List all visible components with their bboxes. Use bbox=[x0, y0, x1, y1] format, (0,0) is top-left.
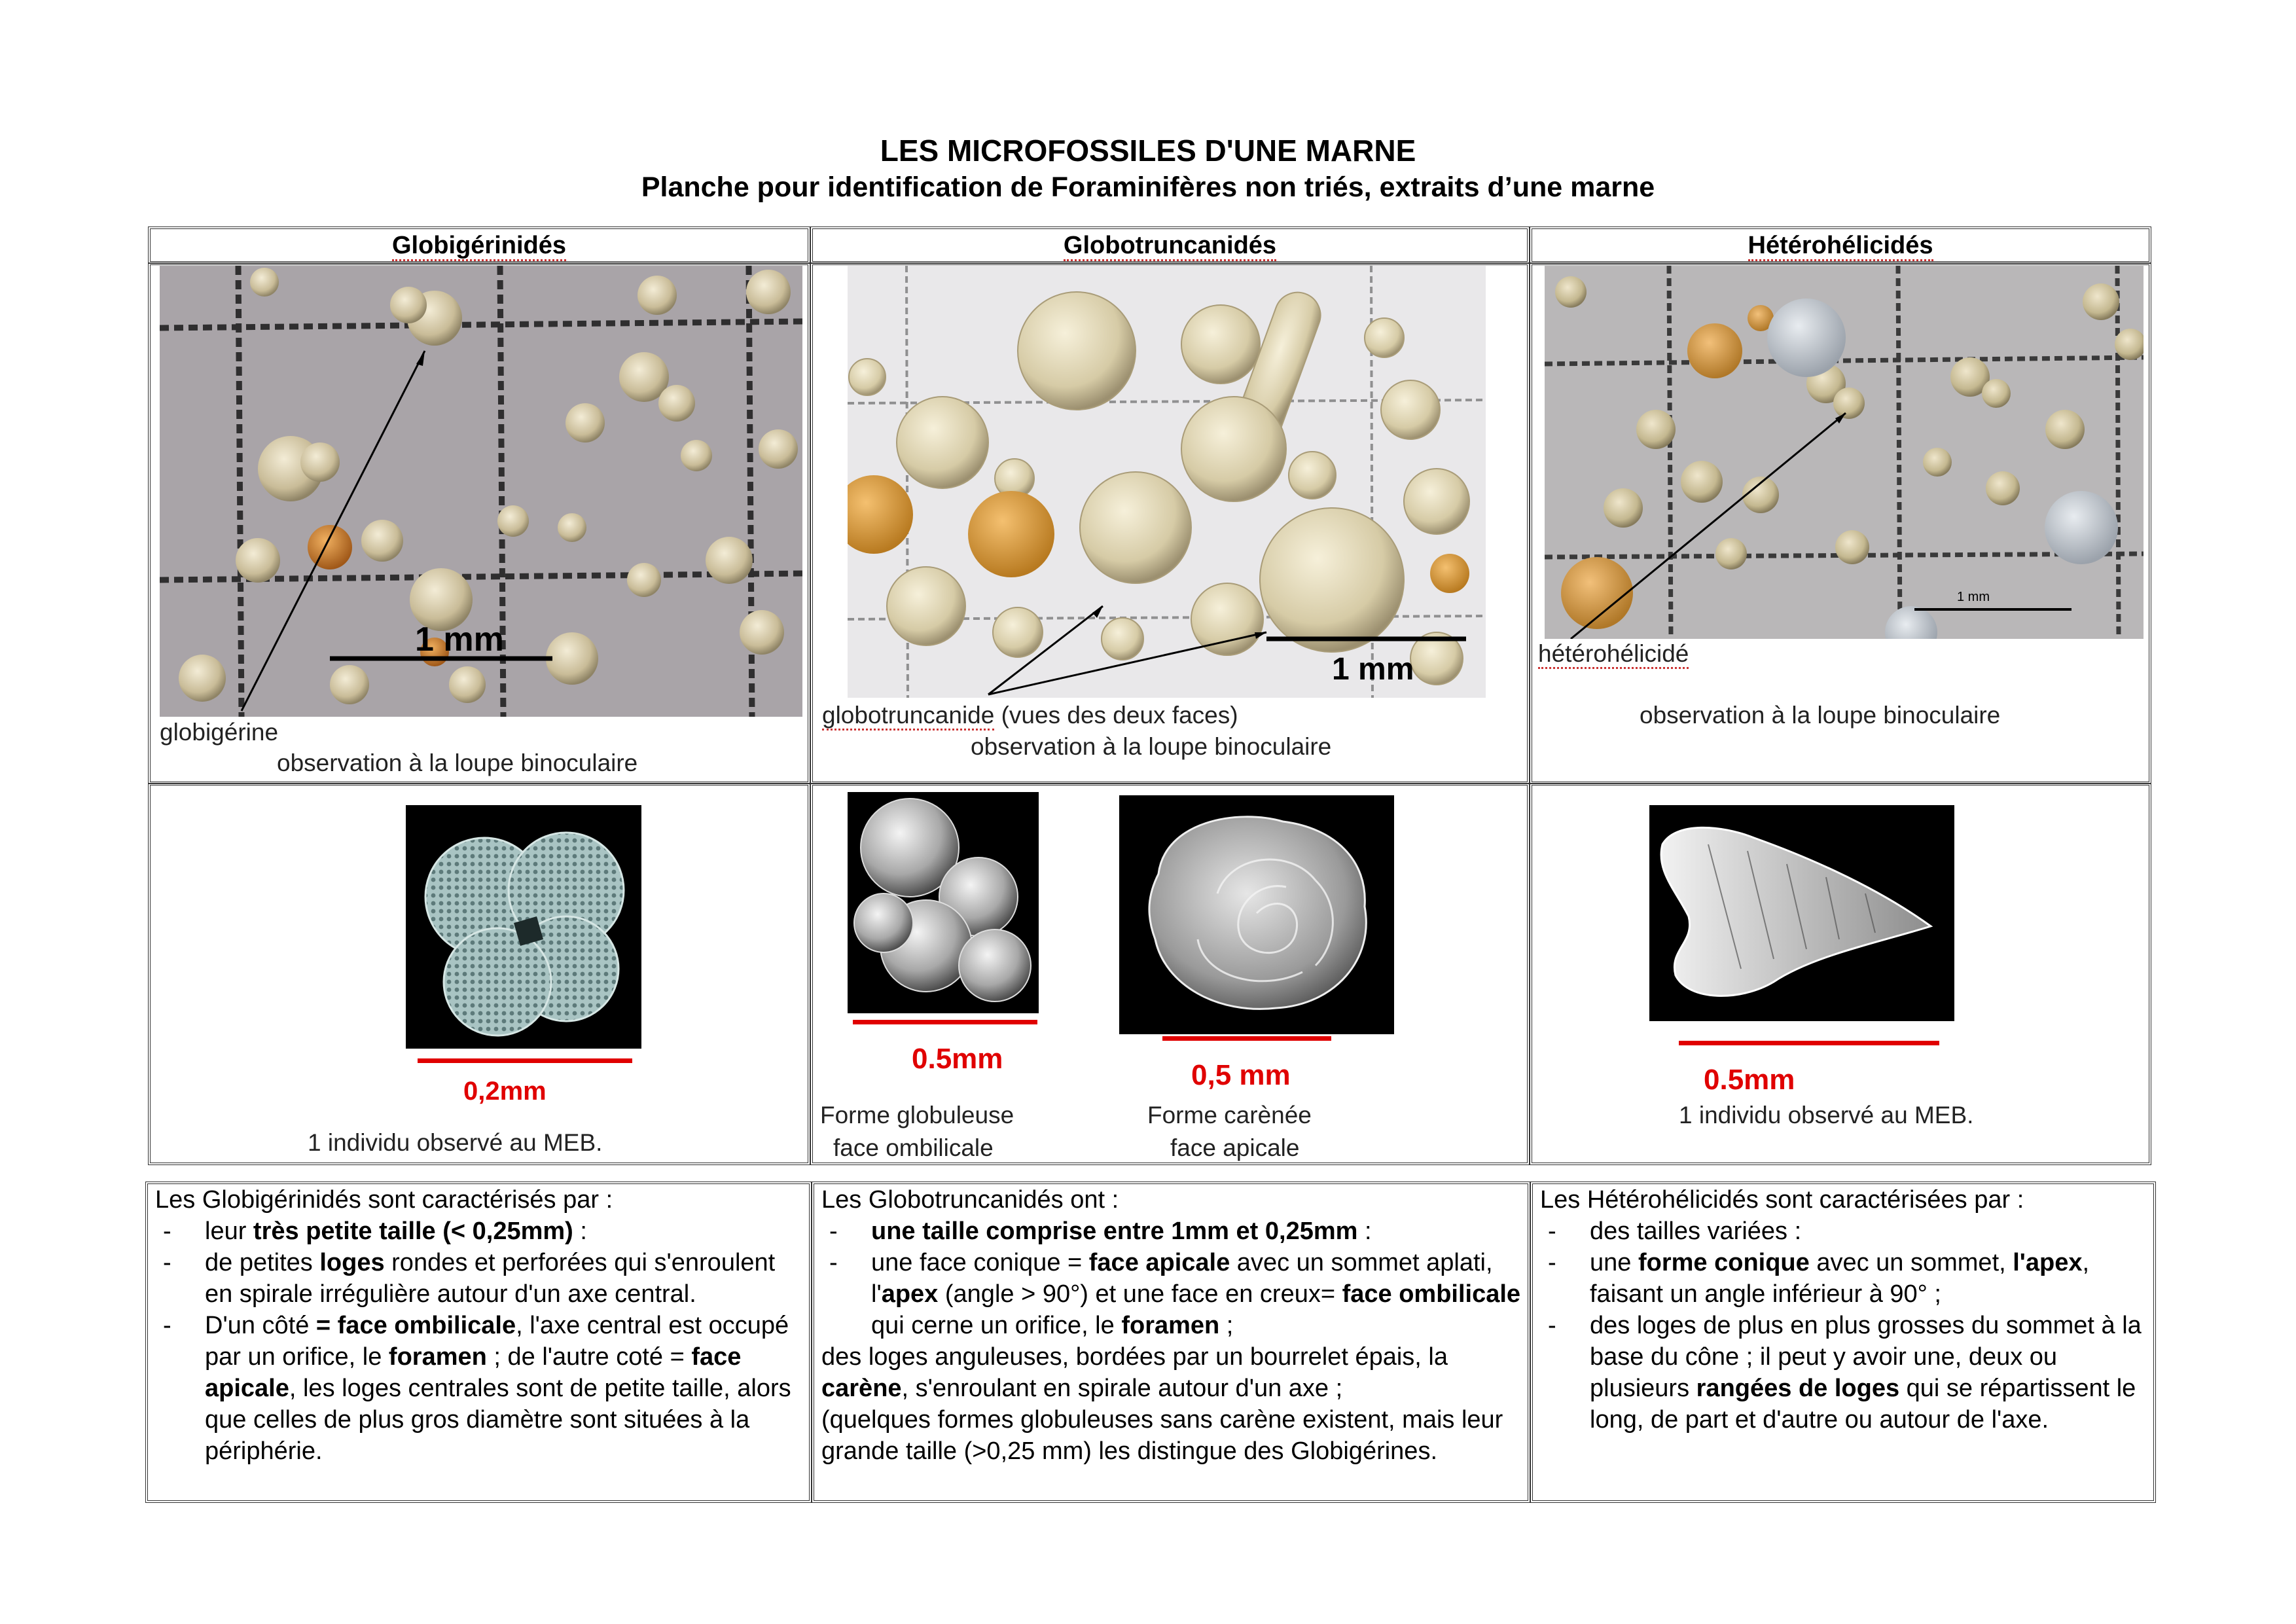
meb-scale-bar-col2b bbox=[1162, 1036, 1331, 1041]
meb-image-globigerine bbox=[406, 805, 641, 1049]
header-globigerinides: Globigérinidés bbox=[148, 226, 810, 264]
binocular-photo-globigerine bbox=[160, 266, 802, 717]
binocular-photo-heterohelicide bbox=[1545, 266, 2144, 639]
header-globotruncanides: Globotruncanidés bbox=[810, 226, 1530, 264]
meb-caption-col2b-line2: face apicale bbox=[1170, 1134, 1300, 1161]
meb-scale-bar-col3 bbox=[1679, 1041, 1939, 1045]
meb-scale-label-col2b: 0,5 mm bbox=[1191, 1059, 1291, 1091]
binocular-photo-globotruncanide bbox=[848, 266, 1486, 698]
caption-col2: observation à la loupe binoculaire bbox=[971, 733, 1332, 760]
meb-caption-col2a-line2: face ombilicale bbox=[833, 1134, 994, 1161]
meb-image-globotruncanide-carenee bbox=[1119, 795, 1394, 1034]
svg-text:1 mm: 1 mm bbox=[1332, 652, 1414, 687]
meb-scale-bar-col2a bbox=[853, 1020, 1037, 1024]
desc-text-col2: Les Globotruncanidés ont : - une taille comprise entre 1mm et 0,25mm : - une face conique = face apicale avec un sommet aplati, l'apex (angle > 90°) et une face en creux= face ombilicale qui cerne un orifice, le foramen ; des loges anguleuses, bordées par un bourrelet épais, la carène, s'enroulant en spirale autour d'un axe ; (quelques formes globuleuses sans carène existent, mais leur grande taille (>0,25 mm) les distingue des Globigérines. bbox=[821, 1184, 1522, 1467]
caption-col1: observation à la loupe binoculaire bbox=[277, 749, 638, 776]
caption-col3: observation à la loupe binoculaire bbox=[1640, 702, 2001, 729]
meb-image-globotruncanide-globuleuse bbox=[848, 792, 1039, 1013]
pointer-label-heterohelicide: hétérohélicidé bbox=[1538, 640, 1689, 668]
meb-image-heterohelicide bbox=[1649, 805, 1954, 1021]
pointer-label-globotruncanide: globotruncanide (vues des deux faces) bbox=[822, 702, 1238, 729]
meb-caption-col1: 1 individu observé au MEB. bbox=[308, 1129, 603, 1156]
header-heterohelicides: Hétérohélicidés bbox=[1530, 226, 2151, 264]
svg-text:1 mm: 1 mm bbox=[415, 621, 504, 659]
meb-scale-label-col3: 0.5mm bbox=[1704, 1064, 1795, 1096]
meb-caption-col2a-line1: Forme globuleuse bbox=[820, 1102, 1014, 1128]
page-subtitle: Planche pour identification de Foraminifères non triés, extraits d’une marne bbox=[641, 171, 1655, 203]
svg-text:1 mm: 1 mm bbox=[1957, 590, 1990, 604]
page-title: LES MICROFOSSILES D'UNE MARNE bbox=[880, 134, 1416, 168]
meb-scale-bar-col1 bbox=[418, 1058, 632, 1063]
desc-text-col1: Les Globigérinidés sont caractérisés par : - leur très petite taille (< 0,25mm) : - de petites loges rondes et perforées qui s'enroulent en spirale irrégulière autour d'un axe central. - D'un côté = face ombilicale, l'axe central est occupé par un orifice, le foramen ; de l'autre coté = face apicale, les loges centrales sont de petite taille, alors que celles de plus gros diamètre sont situées à la périphérie. bbox=[155, 1184, 803, 1467]
pointer-label-globigerine: globigérine bbox=[160, 719, 279, 746]
meb-scale-label-col2a: 0.5mm bbox=[912, 1043, 1003, 1075]
meb-caption-col3: 1 individu observé au MEB. bbox=[1679, 1102, 1974, 1128]
desc-text-col3: Les Hétérohélicidés sont caractérisées par : - des tailles variées : - une forme conique avec un sommet, l'apex, faisant un angle inférieur à 90° ; - des loges de plus en plus grosses du sommet à la base du cône ; il peut y avoir une, deux ou plusieurs rangées de loges qui se répartissent le long, de part et d'autre ou autour de l'axe. bbox=[1540, 1184, 2149, 1435]
meb-caption-col2b-line1: Forme carènée bbox=[1147, 1102, 1312, 1128]
meb-scale-label-col1: 0,2mm bbox=[463, 1077, 547, 1106]
